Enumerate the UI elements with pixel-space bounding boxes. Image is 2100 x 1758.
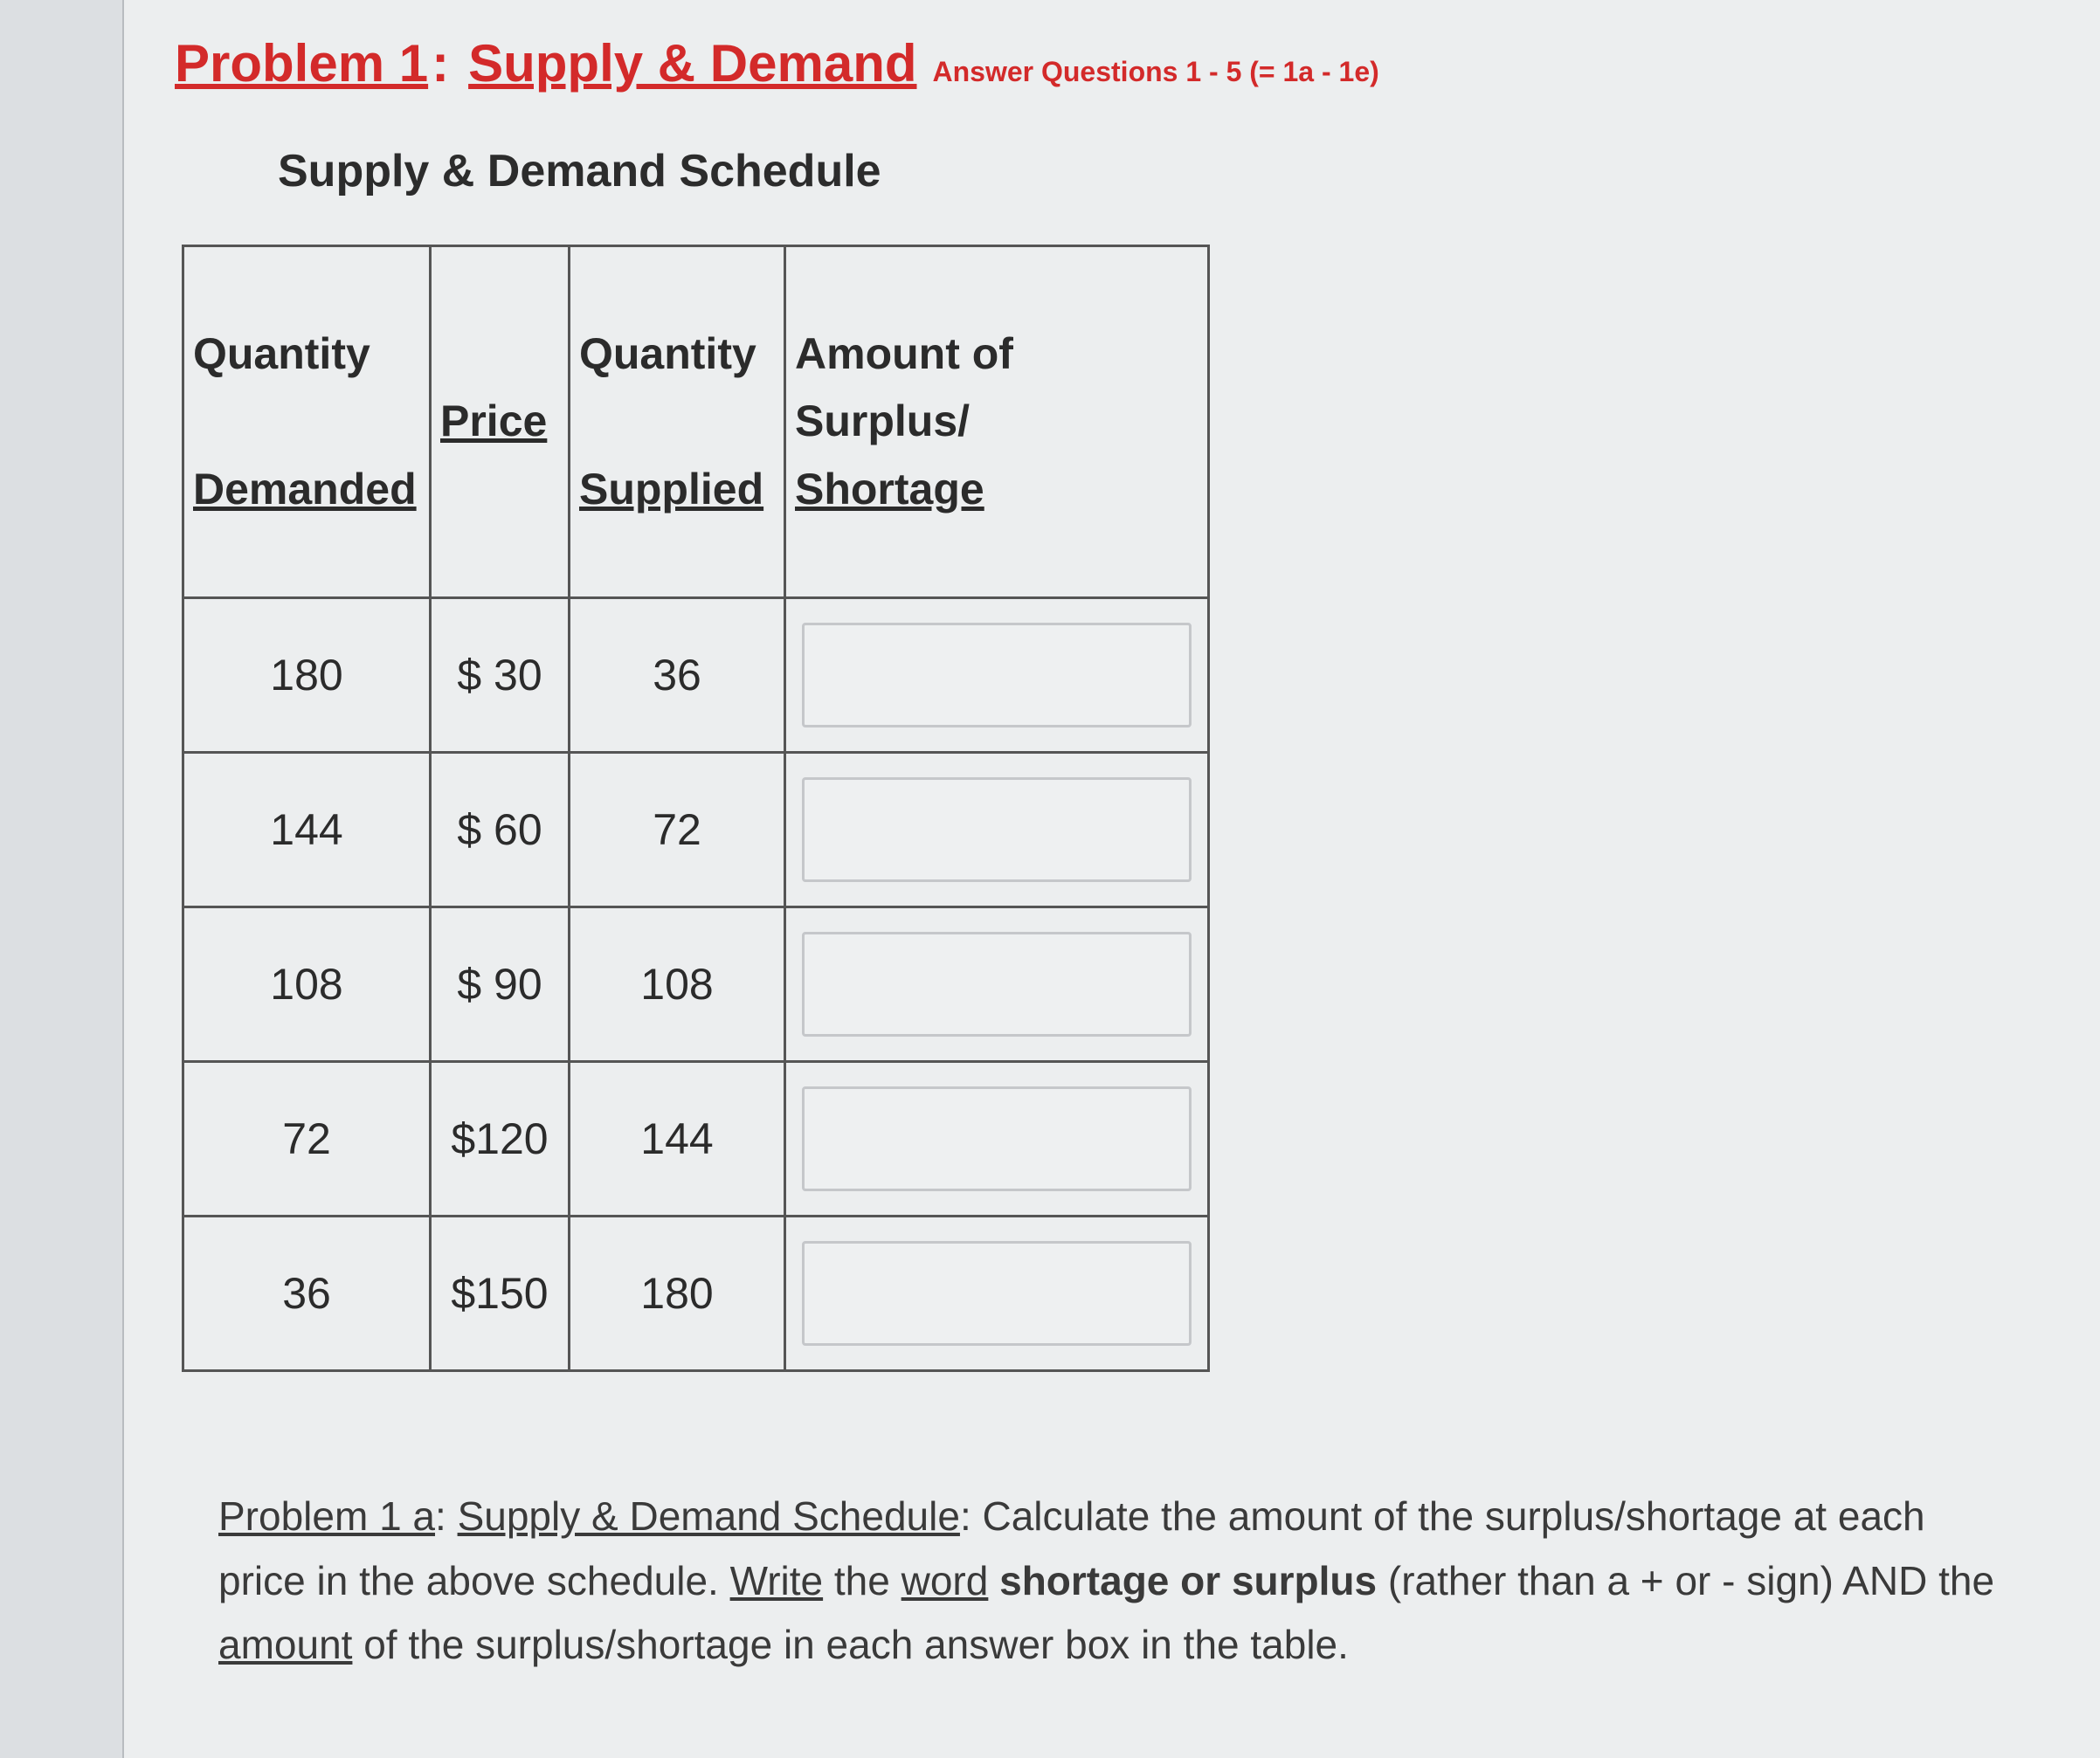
- header-amount-line3: Shortage: [795, 464, 984, 514]
- header-quantity-supplied-line2: Supplied: [579, 464, 764, 514]
- problem-topic: Supply & Demand: [468, 34, 917, 93]
- header-price-label: Price: [440, 396, 548, 446]
- problem-1a-amount: amount: [218, 1622, 353, 1668]
- cell-quantity-supplied: 144: [570, 1062, 785, 1217]
- problem-label: Problem 1: [175, 34, 429, 93]
- problem-1a-colon: :: [435, 1493, 446, 1539]
- problem-1a-topic: Supply & Demand Schedule: [457, 1493, 960, 1539]
- problem-1a-write: Write: [729, 1557, 824, 1603]
- cell-answer: [785, 1062, 1209, 1217]
- cell-quantity-supplied: 72: [570, 753, 785, 907]
- problem-1a-text1: Calculate the amount of the surplus/shortage at each price in the above schedule.: [218, 1493, 1925, 1603]
- title-colon: :: [432, 34, 450, 93]
- table-row: [183, 598, 1209, 753]
- header-quantity-supplied-line1: Quantity: [579, 328, 756, 378]
- table-row: [183, 753, 1209, 907]
- cell-quantity-demanded: 144: [183, 753, 431, 907]
- cell-quantity-supplied: 108: [570, 907, 785, 1062]
- cell-quantity-supplied: 36: [570, 598, 785, 753]
- table-row: [183, 1062, 1209, 1217]
- table-header-row: [183, 246, 1209, 598]
- cell-answer: [785, 1217, 1209, 1371]
- cell-quantity-demanded: 108: [183, 907, 431, 1062]
- problem-title: [175, 33, 1379, 93]
- cell-quantity-demanded: 36: [183, 1217, 431, 1371]
- cell-answer: [785, 907, 1209, 1062]
- problem-1a-space: [988, 1558, 999, 1603]
- problem-1a-shortage-or-surplus: shortage or surplus: [999, 1557, 1378, 1603]
- answer-input-row-1[interactable]: [802, 623, 1192, 727]
- table-row: [183, 1217, 1209, 1371]
- answer-input-row-2[interactable]: [802, 777, 1192, 882]
- header-amount-surplus-shortage: [785, 246, 1209, 598]
- answer-input-row-5[interactable]: [802, 1241, 1192, 1346]
- problem-1a-colon2: :: [959, 1493, 971, 1539]
- cell-quantity-supplied: 180: [570, 1217, 785, 1371]
- problem-1a-the: the: [823, 1557, 901, 1603]
- cell-answer: [785, 598, 1209, 753]
- schedule-heading: Supply & Demand Schedule: [278, 146, 881, 196]
- problem-1a-text3: of the surplus/shortage in each answer box in the table.: [352, 1622, 1349, 1668]
- cell-answer: [785, 753, 1209, 907]
- header-price: [431, 246, 570, 598]
- header-quantity-demanded-line1: Quantity: [193, 328, 370, 378]
- cell-price: $ 90: [431, 907, 570, 1062]
- header-amount-line1: Amount of: [795, 328, 1013, 378]
- header-amount-line2: Surplus/: [795, 396, 971, 446]
- answer-input-row-4[interactable]: [802, 1086, 1192, 1191]
- problem-1a-instructions: [218, 1485, 2018, 1678]
- header-quantity-supplied: [570, 246, 785, 598]
- cell-price: $150: [431, 1217, 570, 1371]
- problem-1a-label: Problem 1 a: [218, 1493, 436, 1539]
- table-row: [183, 907, 1209, 1062]
- header-quantity-demanded: [183, 246, 431, 598]
- cell-price: $ 60: [431, 753, 570, 907]
- header-quantity-demanded-line2: Demanded: [193, 464, 417, 514]
- problem-note: Answer Questions 1 - 5 (= 1a - 1e): [932, 56, 1379, 87]
- problem-1a-word: word: [901, 1557, 989, 1603]
- schedule-table: [182, 245, 1210, 1372]
- cell-quantity-demanded: 180: [183, 598, 431, 753]
- answer-input-row-3[interactable]: [802, 932, 1192, 1037]
- cell-quantity-demanded: 72: [183, 1062, 431, 1217]
- problem-1a-text2: (rather than a + or - sign) AND the: [1377, 1557, 1995, 1603]
- cell-price: $ 30: [431, 598, 570, 753]
- cell-price: $120: [431, 1062, 570, 1217]
